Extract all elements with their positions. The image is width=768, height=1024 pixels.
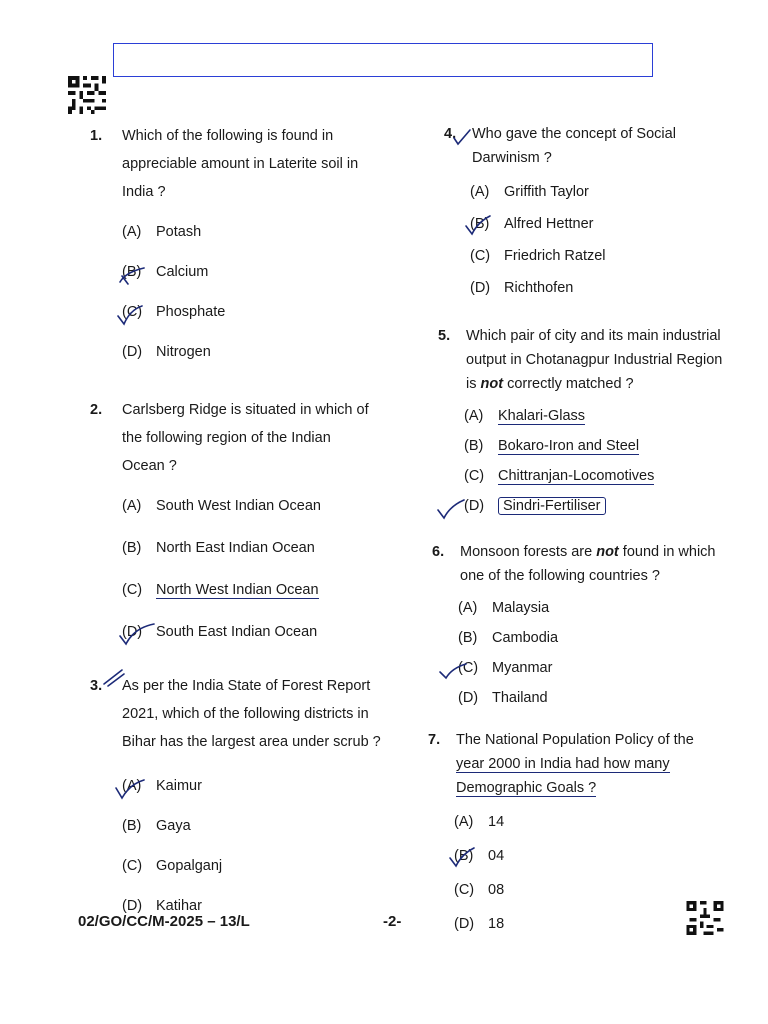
question-text-line: Which pair of city and its main industrial <box>466 328 721 344</box>
question-text-line: Carlsberg Ridge is situated in which of <box>122 402 369 418</box>
question-text-line: Who gave the concept of Social <box>472 126 676 142</box>
option-b: (B) 04 <box>428 844 743 868</box>
question-text-line: the following region of the Indian <box>122 430 331 446</box>
question-text-line: Bihar has the largest area under scrub ? <box>122 734 381 750</box>
blank-header-box <box>113 43 653 77</box>
question-text-line: The National Population Policy of the <box>456 732 694 748</box>
question-text-line: appreciable amount in Laterite soil in <box>122 156 359 172</box>
option-c: (C) Chittranjan-Locomotives <box>464 468 655 484</box>
option-a: (A) 14 <box>454 814 505 830</box>
question-text-line: one of the following countries ? <box>460 568 660 584</box>
question-text-line: output in Chotanagpur Industrial Region <box>466 352 723 368</box>
option-a: (A) Khalari-Glass <box>464 408 586 424</box>
question-number: 5. <box>438 328 451 344</box>
question-text-line: Which of the following is found in <box>122 128 334 144</box>
question-7 <box>428 728 743 936</box>
option-d: (D) Thailand <box>458 690 548 706</box>
option-d: (D) South East Indian Ocean <box>90 618 390 646</box>
question-text-line: As per the India State of Forest Report <box>122 678 371 694</box>
option-b: (B) North East Indian Ocean <box>122 540 315 556</box>
question-text-line: Darwinism ? <box>472 150 552 166</box>
option-c: (C) 08 <box>454 882 505 898</box>
question-text-line: India ? <box>122 184 166 200</box>
option-c: (C) Friedrich Ratzel <box>470 248 606 264</box>
question-4 <box>428 122 743 300</box>
question-number: 1. <box>90 128 103 144</box>
option-d: (D) Richthofen <box>470 280 574 296</box>
option-d: (D) 18 <box>454 916 505 932</box>
option-a: (A) Malaysia <box>458 600 550 616</box>
option-a: (A) Potash <box>122 224 202 240</box>
question-number: 7. <box>428 732 441 748</box>
question-text-line: Demographic Goals ? <box>456 780 597 796</box>
option-b: (B) Alfred Hettner <box>428 212 743 236</box>
option-b: (B) Calcium <box>90 258 390 286</box>
option-b: (B) Gaya <box>122 818 191 834</box>
option-b: (B) Bokaro-Iron and Steel <box>464 438 640 454</box>
option-c: (C) Gopalganj <box>122 858 223 874</box>
option-c: (C) Phosphate <box>90 298 390 326</box>
option-a: (A) South West Indian Ocean <box>122 498 321 514</box>
option-a: (A) Griffith Taylor <box>470 184 589 200</box>
option-c: (C) North West Indian Ocean <box>122 582 319 598</box>
question-1 <box>90 122 390 366</box>
question-text-line: is not correctly matched ? <box>466 376 634 392</box>
question-6 <box>428 540 743 710</box>
question-2 <box>90 396 390 646</box>
question-number: 4. <box>444 126 457 142</box>
option-b: (B) Cambodia <box>458 630 559 646</box>
question-number: 2. <box>90 402 103 418</box>
left-column <box>90 122 390 920</box>
pen-tick-mark <box>436 498 466 520</box>
right-column <box>428 122 743 936</box>
question-3 <box>90 672 390 920</box>
option-c: (C) Myanmar <box>428 656 743 680</box>
page-number: -2- <box>383 913 402 930</box>
question-text-line: Ocean ? <box>122 458 177 474</box>
question-text-line: year 2000 in India had how many <box>456 756 670 772</box>
option-d: (D) Nitrogen <box>122 344 211 360</box>
option-d: (D) Sindri-Fertiliser <box>428 494 743 518</box>
question-5 <box>428 324 743 518</box>
option-d: (D) Katihar <box>122 898 202 914</box>
qr-code-top-left <box>68 76 106 114</box>
question-number: 6. <box>432 544 445 560</box>
option-a: (A) Kaimur <box>90 772 390 800</box>
paper-code: 02/GO/CC/M-2025 – 13/L <box>78 913 250 930</box>
question-text-line: 2021, which of the following districts in <box>122 706 369 722</box>
question-number: 3. <box>90 678 103 694</box>
question-text-line: Monsoon forests are not found in which <box>460 544 716 560</box>
